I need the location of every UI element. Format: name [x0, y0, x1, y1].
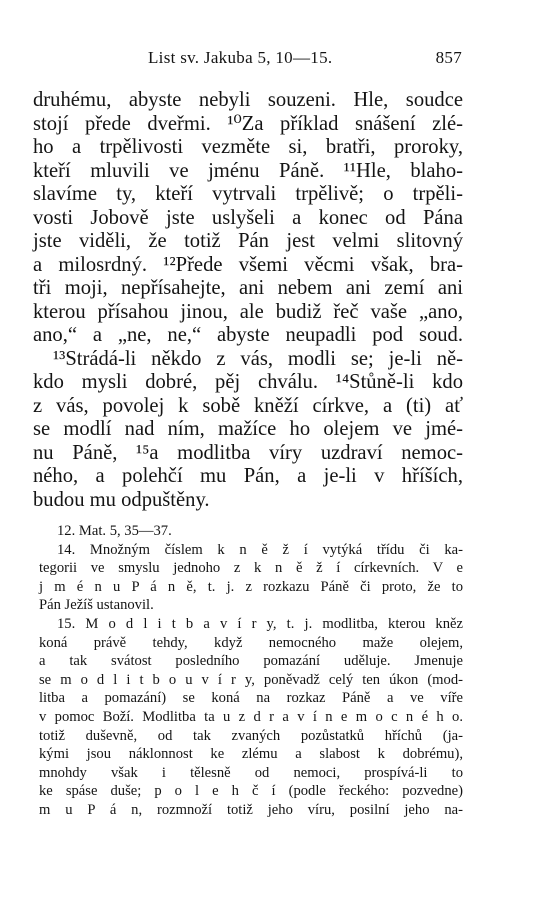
text-line: vosti Jobově jste uslyšeli a konec od Pána: [33, 206, 463, 229]
main-text: [33, 89, 463, 512]
text-line: ného, a polehčí mu Pán, a je-li v hříších,: [33, 465, 463, 487]
text-line: jste viděli, že totiž Pán jest velmi slitovný: [33, 230, 463, 252]
footnote-line: 14. Množným číslem k n ě ž í vytýká třídu či ka-: [57, 541, 463, 558]
text-line: stojí přede dveřmi. ¹⁰Za příklad snášení zlé-: [33, 112, 463, 135]
text-line: se modlí nad ním, mažíce ho olejem ve jmé-: [33, 418, 463, 440]
footnote-line: totiž duševně, od tak zvaných pozůstatků hříchů (ja-: [39, 727, 463, 744]
text-line: budou mu odpuštěny.: [33, 488, 210, 511]
text-line: ho a trpělivosti vezměte si, bratři, proroky,: [33, 136, 463, 158]
footnote-line: tegorii ve smyslu jednoho z k n ě ž í církevních. V e: [39, 560, 463, 577]
footnote-line: mnohdy však i tělesně od nemoci, prospívá-li to: [39, 764, 463, 781]
footnote-line: v pomoc Boží. Modlitba ta u z d r a v í n e m o c n é h o.: [39, 708, 463, 725]
text-line: kterou přísahou jinou, ale budiž řeč vaše „ano,: [33, 300, 463, 323]
footnote-line: litba a pomazání) se koná na rozkaz Páně a ve víře: [39, 690, 463, 707]
text-line: nu Páně, ¹⁵a modlitba víry uzdraví nemoc-: [33, 441, 463, 464]
text-line: druhému, abyste nebyli souzeni. Hle, soudce: [33, 89, 463, 111]
text-line: tři moji, nepřísahejte, ani nebem ani zemí ani: [33, 277, 463, 299]
footnote-line: Pán Ježíš ustanovil.: [39, 597, 154, 614]
footnote-line: j m é n u P á n ě, t. j. z rozkazu Páně či proto, že to: [39, 578, 463, 595]
running-title: List sv. Jakuba 5, 10—15.: [148, 48, 333, 67]
footnotes: [39, 522, 463, 820]
text-line: ano,“ a „ne, ne,“ abyste neupadli pod soud.: [33, 324, 463, 346]
text-line: a milosrdný. ¹²Přede všemi věcmi však, bra-: [33, 253, 463, 276]
footnote-line: kými jsou náklonnost ke zlému a slabost k dobrému),: [39, 746, 463, 763]
footnote-line: a tak svátost posledního pomazání uděluje. Jmenuje: [39, 653, 463, 670]
footnote-line: se m o d l i t b o u v í r y, poněvadž celý ten úkon (mod-: [39, 671, 463, 688]
footnote-line: koná právě tehdy, když nemocného maže olejem,: [39, 634, 463, 651]
footnote-line: ke spáse duše; p o l e h č í (podle řeckého: pozvedne): [39, 783, 463, 800]
footnote-line: 15. M o d l i t b a v í r y, t. j. modlitba, kterou kněz: [57, 615, 463, 632]
text-line: kteří mluvili ve jménu Páně. ¹¹Hle, blaho-: [33, 159, 463, 182]
footnote-line: 12. Mat. 5, 35—37.: [57, 523, 172, 539]
text-line: ¹³Strádá-li někdo z vás, modli se; je-li ně-: [53, 347, 463, 370]
text-line: z vás, povolej k sobě kněží církve, a (ti) ať: [33, 394, 463, 417]
footnote-line: m u P á n, rozmnoží totiž jeho víru, posilní jeho na-: [39, 801, 463, 818]
text-line: slavíme ty, kteří vytrvali trpělivě; o trpěli-: [33, 183, 463, 205]
page-number: 857: [435, 48, 462, 67]
text-line: kdo mysli dobré, pěj chválu. ¹⁴Stůně-li kdo: [33, 371, 463, 393]
